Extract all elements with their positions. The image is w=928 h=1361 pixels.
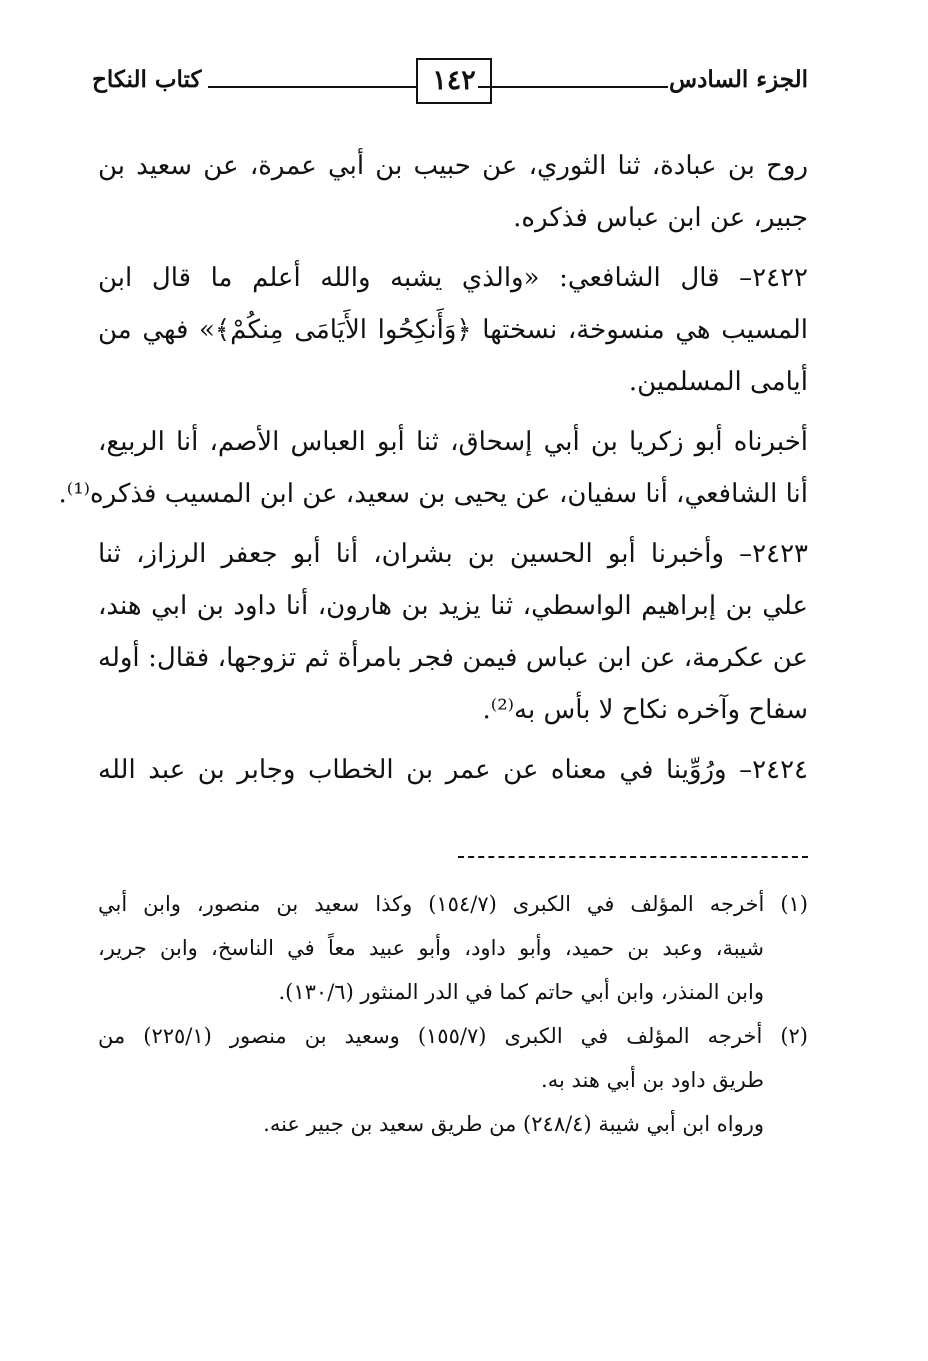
footnote-line: (١) أخرجه المؤلف في الكبرى (١٥٤/٧) وكذا سعيد بن منصور، وابن أبي: [98, 892, 808, 916]
footnote-line: طريق داود بن أبي هند به.: [541, 1068, 764, 1092]
header-rule-right: [478, 86, 668, 88]
paragraph-gap: [98, 408, 808, 416]
book-title: كتاب النكاح: [92, 66, 202, 93]
text-line: ٢٤٢٣– وأخبرنا أبو الحسين بن بشران، أنا أبو جعفر الرزاز، ثنا: [98, 539, 808, 569]
text-line: علي بن إبراهيم الواسطي، ثنا يزيد بن هارون، أنا داود بن ابي هند،: [98, 591, 808, 621]
text-line: أخبرناه أبو زكريا بن أبي إسحاق، ثنا أبو العباس الأصم، أنا الربيع،: [98, 427, 808, 457]
header-rule-left: [208, 86, 416, 88]
page-number-box: ١٤٢: [416, 58, 492, 104]
paragraph-gap: [98, 244, 808, 252]
text-line: المسيب هي منسوخة، نسختها ﴿وَأَنكِحُوا الأَيَامَى مِنكُمْ﴾» فهي من: [98, 315, 808, 345]
paragraph-gap: [98, 736, 808, 744]
text-line: ٢٤٢٢– قال الشافعي: «والذي يشبه والله أعلم ما قال ابن: [98, 263, 808, 293]
paragraph-gap: [98, 520, 808, 528]
footnote-line: (٢) أخرجه المؤلف في الكبرى (١٥٥/٧) وسعيد بن منصور (٢٢٥/١) من: [98, 1024, 808, 1048]
text-line: ٢٤٢٤– ورُوِّينا في معناه عن عمر بن الخطاب وجابر بن عبد الله: [98, 755, 808, 785]
text-line: جبير، عن ابن عباس فذكره.: [513, 203, 808, 233]
footnote-line: وابن المنذر، وابن أبي حاتم كما في الدر المنثور (١٣٠/٦).: [278, 980, 764, 1004]
volume-title: الجزء السادس: [669, 66, 808, 93]
footnotes: [98, 882, 808, 1146]
footnote-separator: [458, 856, 808, 858]
footnote-line: شيبة، وعبد بن حميد، وأبو داود، وأبو عبيد معاً في الناسخ، وابن جرير،: [98, 936, 764, 960]
text-line: عن عكرمة، عن ابن عباس فيمن فجر بامرأة ثم تزوجها، فقال: أوله: [98, 643, 808, 673]
running-header: [92, 58, 808, 108]
footnote-line: ورواه ابن أبي شيبة (٢٤٨/٤) من طريق سعيد بن جبير عنه.: [263, 1112, 764, 1136]
main-text: [58, 140, 808, 796]
text-line: أيامى المسلمين.: [628, 367, 808, 397]
text-line: روح بن عبادة، ثنا الثوري، عن حبيب بن أبي عمرة، عن سعيد بن: [98, 151, 808, 181]
text-line: سفاح وآخره نكاح لا بأس به⁽²⁾.: [482, 695, 808, 725]
text-line: أنا الشافعي، أنا سفيان، عن يحيى بن سعيد، عن ابن المسيب فذكره⁽¹⁾.: [58, 479, 808, 509]
